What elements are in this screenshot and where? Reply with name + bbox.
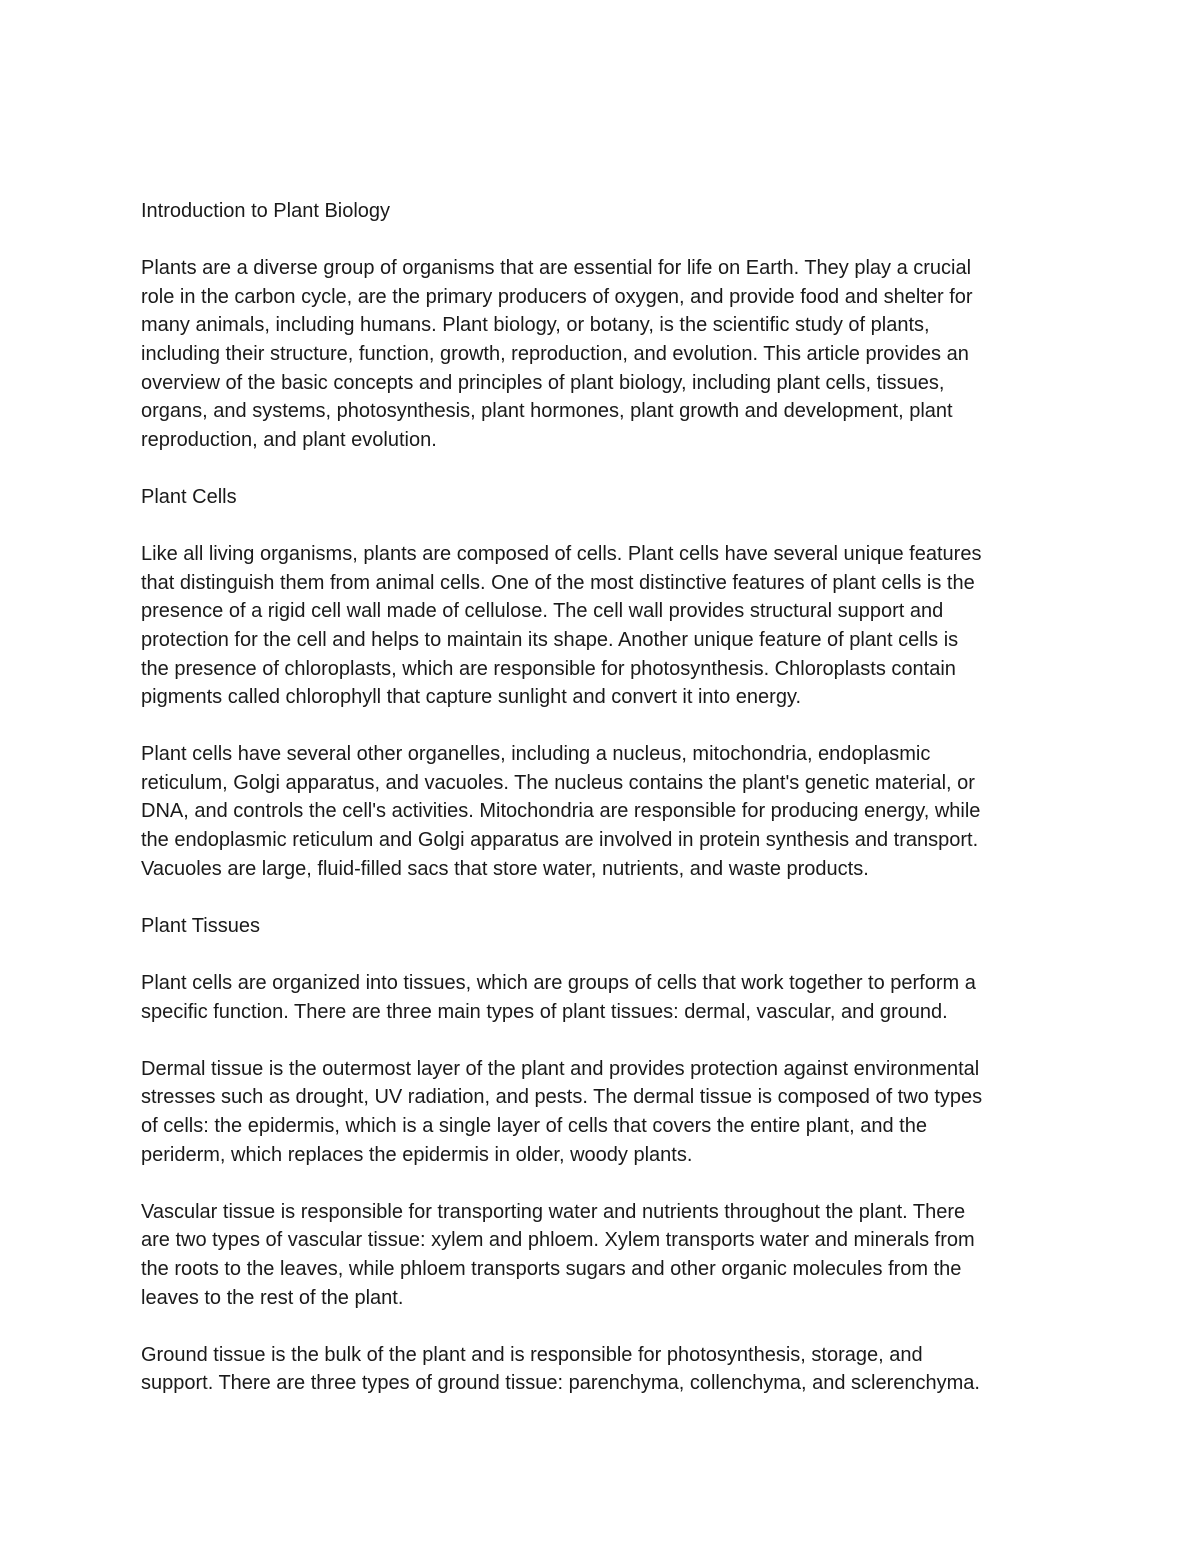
- paragraph-spacer: [141, 1026, 1061, 1055]
- paragraph-plant-tissues-1: [141, 969, 1061, 1026]
- text-line: DNA, and controls the cell's activities. Mitochondria are responsible for producing energy, while: [141, 800, 981, 823]
- text-line: Plants are a diverse group of organisms that are essential for life on Earth. They play a crucial: [141, 257, 972, 280]
- paragraph-ground-tissue: [141, 1341, 1061, 1398]
- text-line: including their structure, function, growth, reproduction, and evolution. This article provides an: [141, 342, 969, 365]
- text-line: organs, and systems, photosynthesis, plant hormones, plant growth and development, plant: [141, 400, 953, 423]
- paragraph-spacer: [141, 712, 1061, 741]
- text-line: support. There are three types of ground tissue: parenchyma, collenchyma, and sclerenchyma.: [141, 1372, 980, 1395]
- text-line: Like all living organisms, plants are composed of cells. Plant cells have several unique features: [141, 543, 982, 566]
- paragraph-plant-cells-2: [141, 740, 1061, 883]
- document-page: [141, 197, 1061, 1398]
- text-line: the roots to the leaves, while phloem transports sugars and other organic molecules from the: [141, 1257, 962, 1280]
- text-line: many animals, including humans. Plant biology, or botany, is the scientific study of plants,: [141, 314, 930, 337]
- text-line: pigments called chlorophyll that capture sunlight and convert it into energy.: [141, 686, 802, 709]
- text-line: Dermal tissue is the outermost layer of the plant and provides protection against environmental: [141, 1057, 980, 1080]
- text-line: the endoplasmic reticulum and Golgi apparatus are involved in protein synthesis and transport.: [141, 829, 979, 852]
- text-line: of cells: the epidermis, which is a single layer of cells that covers the entire plant, and the: [141, 1115, 927, 1137]
- paragraph-spacer: [141, 1312, 1061, 1341]
- text-line: overview of the basic concepts and principles of plant biology, including plant cells, tissues,: [141, 371, 945, 394]
- text-line: specific function. There are three main types of plant tissues: dermal, vascular, and ground.: [141, 1000, 948, 1023]
- text-line: Vascular tissue is responsible for transporting water and nutrients throughout the plant. There: [141, 1200, 966, 1223]
- paragraph-dermal-tissue: [141, 1055, 1061, 1169]
- paragraph-spacer: [141, 940, 1061, 969]
- text-line: the presence of chloroplasts, which are responsible for photosynthesis. Chloroplasts contain: [141, 657, 956, 680]
- text-line: that distinguish them from animal cells. One of the most distinctive features of plant cells is the: [141, 571, 975, 594]
- paragraph-spacer: [141, 454, 1061, 483]
- text-line: Vacuoles are large, fluid-filled sacs that store water, nutrients, and waste products.: [141, 857, 869, 880]
- text-line: reproduction, and plant evolution.: [141, 428, 437, 451]
- paragraph-spacer: [141, 1169, 1061, 1198]
- paragraph-spacer: [141, 883, 1061, 912]
- paragraph-introduction: [141, 254, 1061, 454]
- text-line: stresses such as drought, UV radiation, and pests. The dermal tissue is composed of two types: [141, 1086, 983, 1109]
- text-line: leaves to the rest of the plant.: [141, 1286, 404, 1309]
- text-line: are two types of vascular tissue: xylem and phloem. Xylem transports water and minerals from: [141, 1229, 975, 1252]
- paragraph-vascular-tissue: [141, 1198, 1061, 1312]
- section-heading-introduction: Introduction to Plant Biology: [141, 200, 391, 222]
- text-line: presence of a rigid cell wall made of cellulose. The cell wall provides structural support and: [141, 600, 944, 623]
- text-line: protection for the cell and helps to maintain its shape. Another unique feature of plant cells is: [141, 628, 959, 651]
- paragraph-plant-cells-1: [141, 540, 1061, 712]
- text-line: role in the carbon cycle, are the primary producers of oxygen, and provide food and shelter for: [141, 285, 973, 308]
- text-line: Ground tissue is the bulk of the plant and is responsible for photosynthesis, storage, and: [141, 1343, 923, 1366]
- paragraph-spacer: [141, 512, 1061, 541]
- text-line: Plant cells are organized into tissues, which are groups of cells that work together to perform a: [141, 972, 976, 995]
- text-line: Plant cells have several other organelles, including a nucleus, mitochondria, endoplasmic: [141, 743, 931, 766]
- section-heading-plant-cells: Plant Cells: [141, 485, 237, 508]
- text-line: periderm, which replaces the epidermis in older, woody plants.: [141, 1143, 693, 1166]
- text-line: reticulum, Golgi apparatus, and vacuoles. The nucleus contains the plant's genetic material, or: [141, 771, 975, 794]
- paragraph-spacer: [141, 226, 1061, 255]
- section-heading-plant-tissues: Plant Tissues: [141, 914, 260, 937]
